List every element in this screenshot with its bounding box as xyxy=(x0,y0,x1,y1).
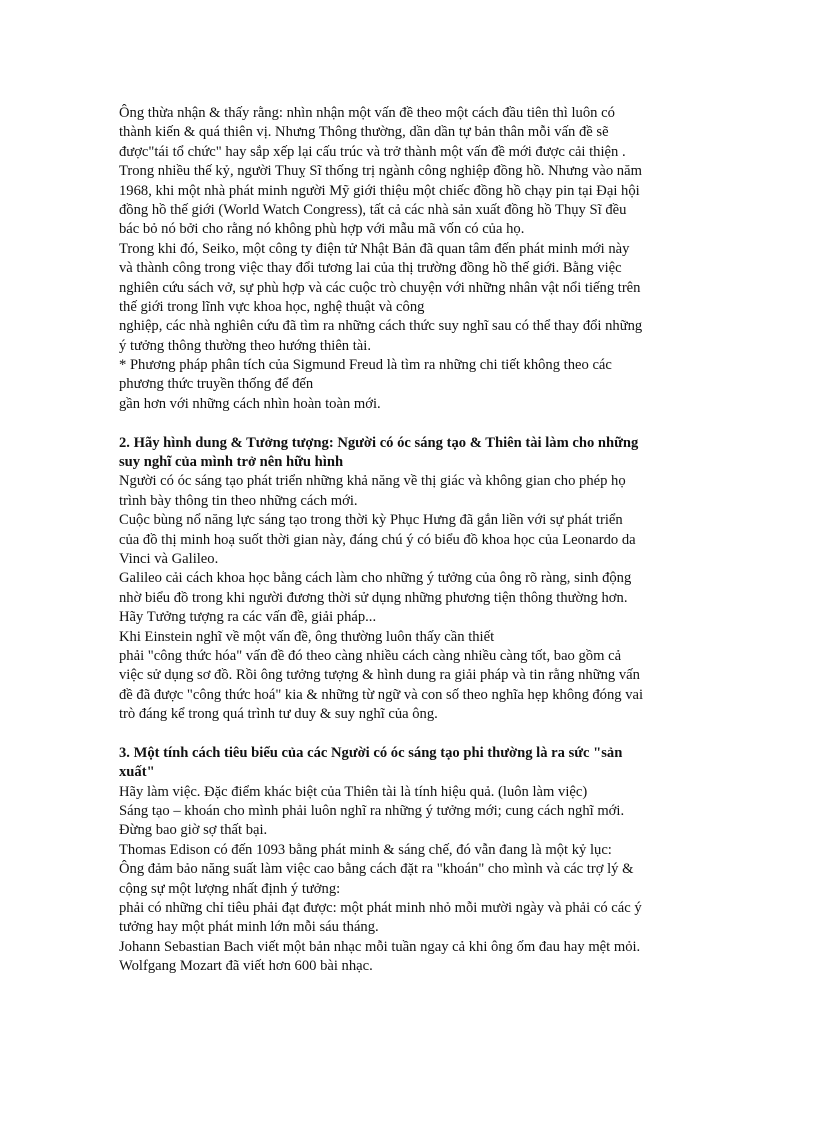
paragraph-line: Sáng tạo – khoán cho mình phải luôn nghĩ ra những ý tưởng mới; cung cách nghĩ mới. xyxy=(119,803,625,820)
paragraph-line: Cuộc bùng nổ năng lực sáng tạo trong thời kỳ Phục Hưng đã gắn liền với sự phát triển xyxy=(119,512,623,529)
paragraph-line: Thomas Edison có đến 1093 bằng phát minh & sáng chế, đó vẫn đang là một kỷ lục: xyxy=(119,841,612,858)
paragraph-line: Ông thừa nhận & thấy rằng: nhìn nhận một vấn đề theo một cách đầu tiên thì luôn có xyxy=(119,105,615,121)
paragraph-line: đề đã được "công thức hoá" kia & những từ ngữ và con số theo nghĩa hẹp không đóng vai xyxy=(119,686,644,703)
paragraph-line: cộng sự một lượng nhất định ý tưởng: xyxy=(119,880,341,897)
paragraph-line: trò đáng kể trong quá trình tư duy & suy nghĩ của ông. xyxy=(119,706,438,723)
paragraph-line: 1968, khi một nhà phát minh người Mỹ giới thiệu một chiếc đồng hồ chạy pin tại Đại hội xyxy=(119,182,640,199)
paragraph-line: và thành công trong việc thay đổi tương lai của thị trường đồng hồ thế giới. Bằng việc xyxy=(119,260,622,277)
paragraph-line: phải có những chỉ tiêu phải đạt được: một phát minh nhỏ mỗi mười ngày và phải có các ý xyxy=(119,900,642,917)
paragraph-line: phải "công thức hóa" vấn đề đó theo càng nhiều cách càng nhiều càng tốt, bao gồm cả xyxy=(119,647,622,664)
paragraph-line: Đừng bao giờ sợ thất bại. xyxy=(119,822,268,839)
paragraph-line: thế giới trong lĩnh vực khoa học, nghệ thuật và công xyxy=(119,298,425,315)
paragraph-line: Khi Einstein nghĩ về một vấn đề, ông thường luôn thấy cần thiết xyxy=(119,628,495,645)
paragraph-line: gần hơn với những cách nhìn hoàn toàn mới. xyxy=(119,395,381,412)
paragraph-line: Trong khi đó, Seiko, một công ty điện tử Nhật Bản đã quan tâm đến phát minh mới này xyxy=(119,240,630,257)
paragraph-line: phương thức truyền thống để đến xyxy=(119,376,314,393)
paragraph-line: Galileo cải cách khoa học bằng cách làm cho những ý tưởng của ông rõ ràng, sinh động xyxy=(119,570,632,587)
paragraph-line: * Phương pháp phân tích của Sigmund Freud là tìm ra những chi tiết không theo các xyxy=(119,357,612,374)
paragraph-line: Trong nhiều thế kỷ, người Thuỵ Sĩ thống trị ngành công nghiệp đồng hồ. Nhưng vào năm xyxy=(119,163,642,180)
paragraph-line: Người có óc sáng tạo phát triển những khả năng về thị giác và không gian cho phép họ xyxy=(119,473,626,490)
paragraph-line: nhờ biểu đồ trong khi người đương thời sử dụng những phương tiện thông thường hơn. xyxy=(119,589,628,606)
section-heading: 2. Hãy hình dung & Tưởng tượng: Người có óc sáng tạo & Thiên tài làm cho những xyxy=(119,434,639,451)
paragraph-line: ý tưởng thông thường theo hướng thiên tài. xyxy=(119,337,371,354)
paragraph-line: trình bày thông tin theo những cách mới. xyxy=(119,492,358,509)
paragraph-line: của đồ thị minh hoạ suốt thời gian này, đáng chú ý có biểu đồ khoa học của Leonardo da xyxy=(119,531,636,548)
section-heading: 3. Một tính cách tiêu biểu của các Người có óc sáng tạo phi thường là ra sức "sản xyxy=(119,744,623,761)
paragraph-line: đồng hồ thế giới (World Watch Congress), tất cả các nhà sản xuất đồng hồ Thụy Sĩ đều xyxy=(119,201,627,218)
section-heading: suy nghĩ của mình trở nên hữu hình xyxy=(119,454,344,471)
paragraph-line: Wolfgang Mozart đã viết hơn 600 bài nhạc. xyxy=(119,958,373,975)
section-2 xyxy=(119,434,691,725)
paragraph-line: việc sử dụng sơ đồ. Rồi ông tưởng tượng & hình dung ra giải pháp và tin rằng những vấn xyxy=(119,667,640,684)
blank-line xyxy=(119,725,691,744)
paragraph-line: Ông đảm bảo năng suất làm việc cao bằng cách đặt ra "khoán" cho mình và các trợ lý & xyxy=(119,861,634,878)
paragraph-line: Hãy Tưởng tượng ra các vấn đề, giải pháp... xyxy=(119,609,377,626)
paragraph-line: nghiệp, các nhà nghiên cứu đã tìm ra những cách thức suy nghĩ sau có thể thay đổi những xyxy=(119,318,643,335)
paragraph-line: Vinci và Galileo. xyxy=(119,550,219,567)
paragraph-line: được"tái tổ chức" hay sắp xếp lại cấu trúc và trở thành một vấn đề mới được cải thiện . xyxy=(119,143,626,160)
section-1 xyxy=(119,104,691,414)
section-heading: xuất" xyxy=(119,764,155,781)
paragraph-line: bác bỏ nó bởi cho rằng nó không phù hợp với mẫu mã vốn có của họ. xyxy=(119,221,525,238)
paragraph-line: Johann Sebastian Bach viết một bản nhạc mỗi tuần ngay cả khi ông ốm đau hay mệt mỏi. xyxy=(119,938,641,955)
document-body xyxy=(119,104,691,977)
blank-line xyxy=(119,414,691,433)
section-3 xyxy=(119,744,691,977)
paragraph-line: tưởng hay một phát minh lớn mỗi sáu tháng. xyxy=(119,919,379,936)
paragraph-line: thành kiến & quá thiên vị. Nhưng Thông thường, dần dần tự bản thân mỗi vấn đề sẽ xyxy=(119,124,609,141)
paragraph-line: Hãy làm việc. Đặc điểm khác biệt của Thiên tài là tính hiệu quả. (luôn làm việc) xyxy=(119,783,588,800)
paragraph-line: nghiên cứu sách vở, sự phù hợp và các cuộc trò chuyện với những nhân vật nổi tiếng trên xyxy=(119,279,641,296)
